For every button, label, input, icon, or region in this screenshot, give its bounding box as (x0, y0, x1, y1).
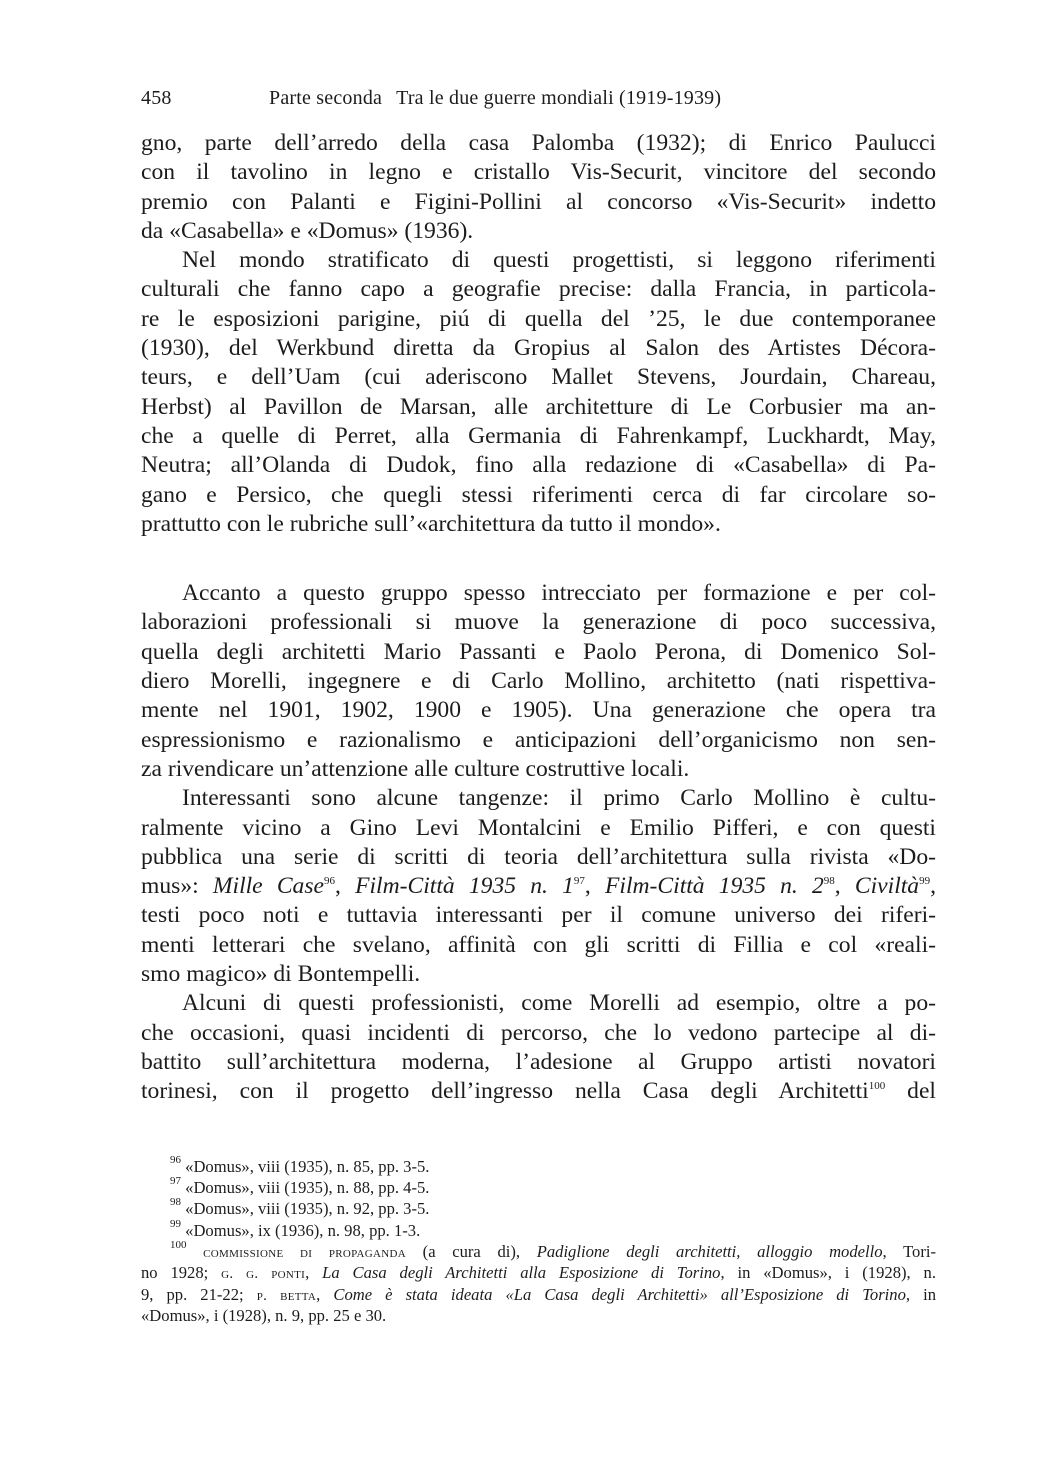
footnote-title: La Casa degli Architetti alla Esposizione di Torino (322, 1263, 721, 1283)
header-section: Parte seconda (269, 87, 383, 109)
footnotes (141, 1153, 937, 1327)
paragraph (141, 989, 936, 1106)
footnote (141, 1174, 936, 1198)
text-line: Nel mondo stratificato di questi progettisti, si leggono riferimenti (182, 247, 936, 274)
text-line: Accanto a questo gruppo spesso intrecciato per formazione e per col- (182, 580, 936, 607)
text-line: testi poco noti e tuttavia interessanti per il comune universo dei riferi- (141, 902, 936, 929)
footnote-number: 97 (170, 1174, 181, 1187)
paragraph (141, 129, 936, 246)
footnote-text: «Domus», viii (1935), n. 85, pp. 3-5. (185, 1156, 430, 1176)
text-line: mente nel 1901, 1902, 1900 e 1905). Una generazione che opera tra (141, 697, 936, 724)
text-line: gno, parte dell’arredo della casa Palomba (1932); di Enrico Paulucci (141, 130, 936, 156)
text-run: torinesi, con il progetto dell’ingresso nella Casa degli Architetti (141, 1078, 869, 1105)
section-break (141, 539, 936, 579)
text-line: laborazioni professionali si muove la generazione di poco successiva, (141, 609, 936, 636)
footnote (141, 1217, 936, 1241)
footnote-line (141, 1241, 936, 1262)
paragraph (141, 579, 936, 784)
text-line: Alcuni di questi professionisti, come Morelli ad esempio, oltre a po- (182, 990, 936, 1017)
footnote-text: , in (905, 1284, 936, 1304)
text-line: battito sull’architettura moderna, l’adesione al Gruppo artisti novatori (141, 1048, 936, 1075)
text-line: smo magico» di Bontempelli. (141, 961, 421, 988)
text-line: ralmente vicino a Gino Levi Montalcini e Emilio Pifferi, e con questi (141, 814, 936, 841)
footnote-author: commissione di propaganda (203, 1245, 407, 1262)
text-line: Interessanti sono alcune tangenze: il primo Carlo Mollino è cultu- (182, 785, 936, 812)
text-line: Herbst) al Pavillon de Marsan, alle architetture di Le Corbusier ma an- (141, 393, 936, 420)
footnote-text: , (316, 1284, 334, 1304)
text-run: mus»: (141, 873, 213, 900)
text-run: , (834, 873, 855, 900)
work-title: Civiltà (854, 873, 920, 900)
text-line: re le esposizioni parigine, piú di quella del ’25, le due contemporanee (141, 305, 936, 332)
footnote-text: «Domus», viii (1935), n. 88, pp. 4-5. (185, 1177, 430, 1197)
text-line: con il tavolino in legno e cristallo Vis-Securit, vincitore del secondo (141, 159, 936, 186)
work-title: Mille Case (212, 873, 325, 900)
text-line: menti letterari che svelano, affinità con gli scritti di Fillia e col «reali- (141, 931, 936, 958)
running-header (141, 84, 721, 112)
footnote-line (141, 1284, 936, 1305)
footnote-line: «Domus», i (1928), n. 9, pp. 25 e 30. (141, 1306, 387, 1326)
text-line-with-citations (141, 872, 936, 901)
work-title: Film-Città 1935 n. 2 (604, 873, 824, 900)
text-line: Neutra; all’Olanda di Dudok, fino alla redazione di «Casabella» di Pa- (141, 452, 936, 479)
footnote-number: 96 (170, 1153, 181, 1166)
footnote-title: Come è stata ideata «La Casa degli Architetti» all’Esposizione di Torino (333, 1284, 906, 1304)
text-line: pubblica una serie di scritti di teoria dell’architettura sulla rivista «Do- (141, 843, 936, 870)
footnote-ref[interactable]: 100 (868, 1080, 886, 1093)
footnote-title: Padiglione degli architetti, alloggio modello (536, 1242, 883, 1262)
text-run: , (930, 873, 937, 900)
footnote-text: 9, pp. 21-22; (141, 1284, 257, 1304)
footnote-ref[interactable]: 98 (823, 875, 835, 888)
footnote-text: , (305, 1263, 323, 1283)
text-run: , (584, 873, 605, 900)
footnote-text: , Tori- (882, 1242, 937, 1262)
work-title: Film-Città 1935 n. 1 (355, 873, 574, 900)
paragraph (141, 784, 936, 989)
footnote-number: 99 (170, 1217, 181, 1230)
footnote-ref[interactable]: 97 (573, 875, 585, 888)
main-text (141, 129, 936, 1327)
footnote-text: , in «Domus», i (1928), n. (720, 1263, 936, 1283)
text-run: del (885, 1078, 936, 1105)
footnote-ref[interactable]: 96 (324, 875, 336, 888)
footnote (141, 1198, 936, 1219)
text-line: prattutto con le rubriche sull’«architettura da tutto il mondo». (141, 510, 721, 537)
footnote-author: g. g. ponti (221, 1266, 306, 1283)
header-title: Tra le due guerre mondiali (1919-1939) (396, 87, 722, 109)
footnote-number: 100 (170, 1239, 187, 1252)
text-line: da «Casabella» e «Domus» (1936). (141, 217, 474, 244)
text-line: gano e Persico, che quegli stessi riferimenti cerca di far circolare so- (141, 481, 936, 508)
text-line: teurs, e dell’Uam (cui aderiscono Mallet Stevens, Jourdain, Chareau, (141, 364, 936, 391)
text-line: diero Morelli, ingegnere e di Carlo Mollino, architetto (nati rispettiva- (141, 668, 936, 695)
footnote-text: no 1928; (141, 1263, 222, 1283)
paragraph (141, 246, 936, 539)
text-line: (1930), del Werkbund diretta da Gropius al Salon des Artistes Décora- (141, 335, 936, 362)
text-line: che occasioni, quasi incidenti di percorso, che lo vedono partecipe al di- (141, 1019, 936, 1046)
page-number: 458 (141, 87, 172, 109)
footnote-text: «Domus», viii (1935), n. 92, pp. 3-5. (185, 1199, 430, 1219)
footnote-number: 98 (170, 1196, 181, 1209)
text-run: , (335, 873, 356, 900)
text-line: culturali che fanno capo a geografie precise: dalla Francia, in particola- (141, 276, 936, 303)
text-line: che a quelle di Perret, alla Germania di Fahrenkampf, Luckhardt, May, (141, 422, 936, 449)
footnote-line (141, 1262, 936, 1283)
text-line: za rivendicare un’attenzione alle culture costruttive locali. (141, 755, 690, 782)
text-line: espressionismo e razionalismo e anticipazioni dell’organicismo non sen- (141, 726, 936, 753)
footnote-author: p. betta (256, 1287, 317, 1304)
footnote-text: (a cura di), (406, 1242, 537, 1262)
footnote-text: «Domus», ix (1936), n. 98, pp. 1-3. (185, 1220, 421, 1240)
notes-separator (141, 1107, 936, 1156)
footnote (141, 1153, 936, 1177)
text-line: premio con Palanti e Figini-Pollini al concorso «Vis-Securit» indetto (141, 188, 936, 215)
footnote-ref[interactable]: 99 (919, 875, 931, 888)
text-line-with-citation (141, 1077, 936, 1106)
text-line: quella degli architetti Mario Passanti e Paolo Perona, di Domenico Sol- (141, 638, 936, 665)
